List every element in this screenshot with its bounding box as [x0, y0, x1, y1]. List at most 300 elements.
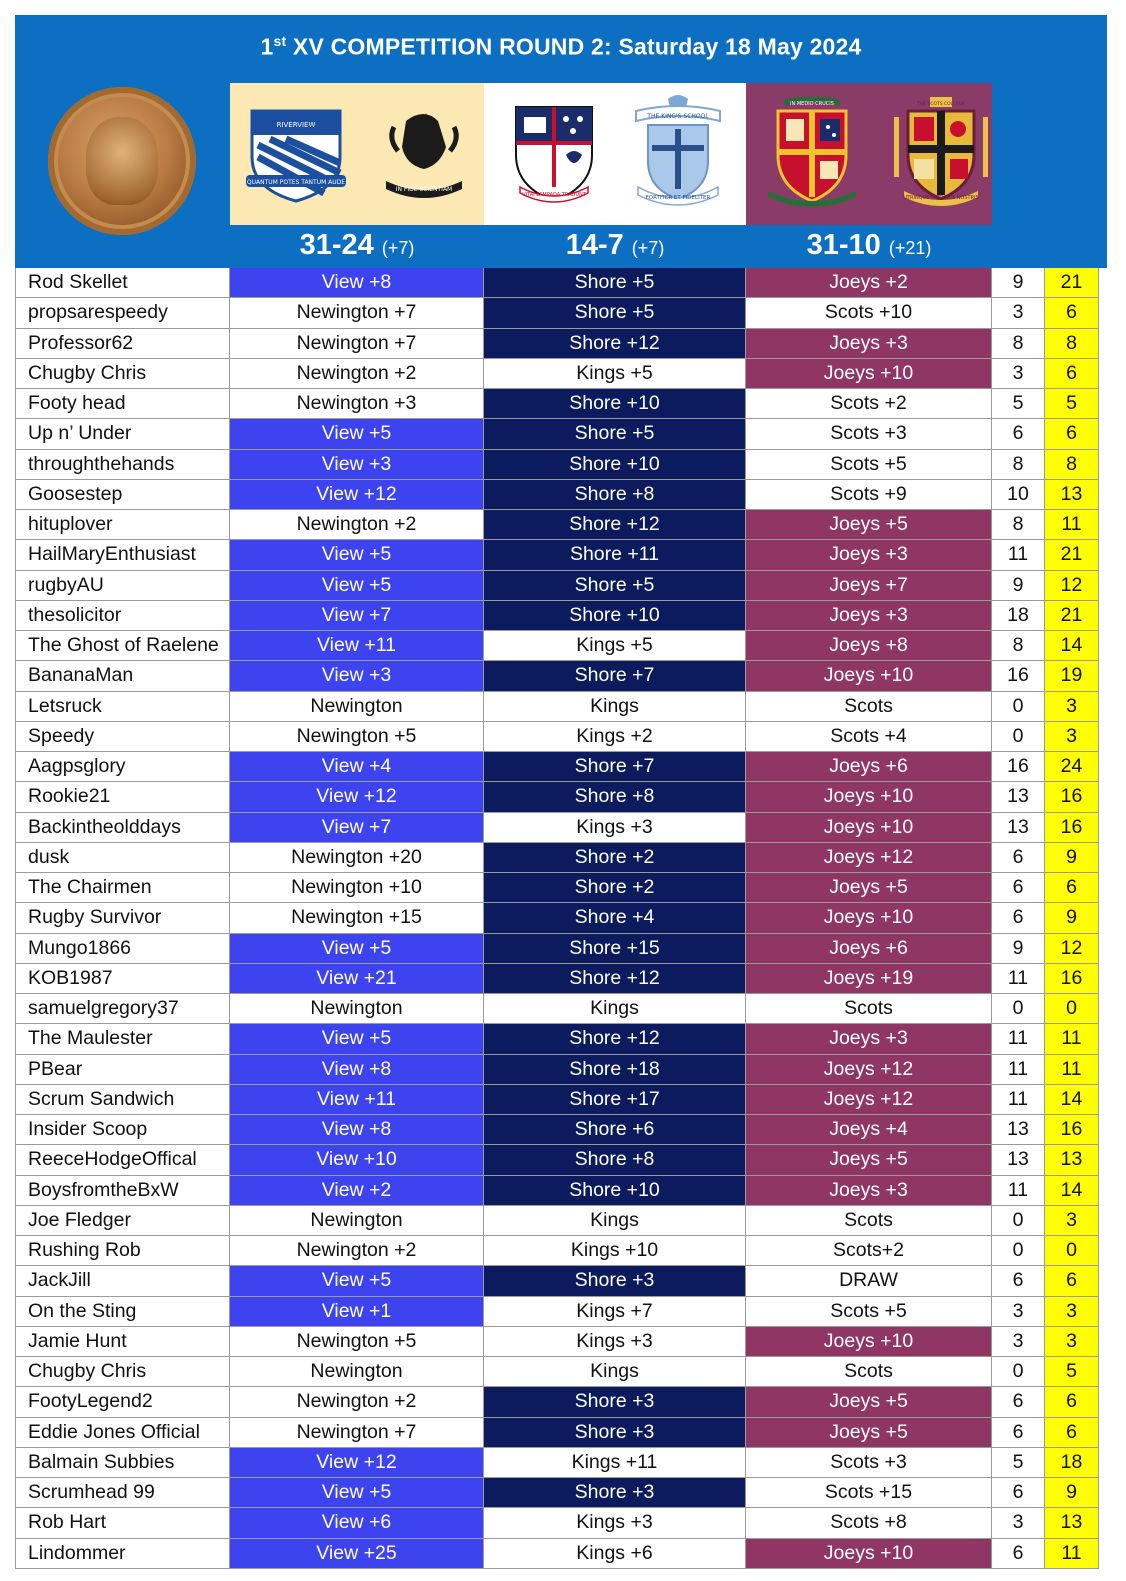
- round-points-cell: 6: [992, 843, 1045, 873]
- table-row: [15, 752, 1099, 782]
- total-points-cell: 18: [1045, 1448, 1099, 1478]
- match-3-pick-cell: Scots +10: [746, 298, 992, 328]
- match-1-pick-cell: Newington +7: [230, 298, 484, 328]
- total-points-cell: 3: [1045, 692, 1099, 722]
- table-row: [15, 1357, 1099, 1387]
- round-points-cell: 3: [992, 1508, 1045, 1538]
- tipster-name-cell: The Ghost of Raelene: [15, 631, 230, 661]
- tipster-name-cell: Rod Skellet: [15, 268, 230, 298]
- match-2-pick-cell: Kings +3: [484, 813, 746, 843]
- round-points-cell: 0: [992, 1206, 1045, 1236]
- match-1-pick-cell: Newington +15: [230, 903, 484, 933]
- total-points-cell: 3: [1045, 1297, 1099, 1327]
- total-points-cell: 5: [1045, 1357, 1099, 1387]
- match-2-logo-panel: [484, 83, 746, 225]
- table-row: [15, 1297, 1099, 1327]
- match-3-pick-cell: Scots: [746, 1206, 992, 1236]
- total-points-cell: 0: [1045, 994, 1099, 1024]
- table-row: [15, 1055, 1099, 1085]
- match-2-pick-cell: Kings: [484, 994, 746, 1024]
- match-1-pick-cell: View +12: [230, 1448, 484, 1478]
- match-1-pick-cell: Newington: [230, 1357, 484, 1387]
- match-1-pick-cell: View +12: [230, 782, 484, 812]
- total-points-cell: 11: [1045, 510, 1099, 540]
- match-3-pick-cell: Scots +9: [746, 480, 992, 510]
- table-row: [15, 903, 1099, 933]
- table-row: [15, 1085, 1099, 1115]
- match-2-pick-cell: Shore +3: [484, 1387, 746, 1417]
- total-points-cell: 21: [1045, 268, 1099, 298]
- total-points-cell: 6: [1045, 1387, 1099, 1417]
- match-2-pick-cell: Shore +3: [484, 1418, 746, 1448]
- match-2-pick-cell: Kings +2: [484, 722, 746, 752]
- match-2-pick-cell: Shore +4: [484, 903, 746, 933]
- match-3-pick-cell: Joeys +3: [746, 1024, 992, 1054]
- match-2-pick-cell: Kings +5: [484, 631, 746, 661]
- shore-motto: VITAI LAMPADA TRADUNT: [522, 192, 586, 198]
- total-points-cell: 8: [1045, 450, 1099, 480]
- table-row: [15, 1448, 1099, 1478]
- match-3-pick-cell: Joeys +8: [746, 631, 992, 661]
- match-1-pick-cell: View +8: [230, 1115, 484, 1145]
- match-2-pick-cell: Shore +2: [484, 843, 746, 873]
- total-points-cell: 6: [1045, 359, 1099, 389]
- tipster-name-cell: Joe Fledger: [15, 1206, 230, 1236]
- table-row: [15, 661, 1099, 691]
- match-3-pick-cell: Scots+2: [746, 1236, 992, 1266]
- table-row: [15, 1327, 1099, 1357]
- match-1-pick-cell: Newington +2: [230, 359, 484, 389]
- tipster-name-cell: Chugby Chris: [15, 1357, 230, 1387]
- match-3-pick-cell: Scots: [746, 994, 992, 1024]
- newington-motto: IN FIDE SCIENTIAM: [395, 186, 453, 193]
- tipster-name-cell: Aagpsglory: [15, 752, 230, 782]
- match-1-score: 31-24: [299, 229, 374, 261]
- total-points-cell: 9: [1045, 903, 1099, 933]
- match-1-pick-cell: Newington: [230, 1206, 484, 1236]
- tipster-name-cell: Chugby Chris: [15, 359, 230, 389]
- round-points-cell: 6: [992, 1478, 1045, 1508]
- total-points-cell: 19: [1045, 661, 1099, 691]
- match-2-pick-cell: Kings +3: [484, 1327, 746, 1357]
- match-2-pick-cell: Shore +8: [484, 1145, 746, 1175]
- total-points-cell: 6: [1045, 1266, 1099, 1296]
- total-points-cell: 21: [1045, 601, 1099, 631]
- medal-bearded-face-icon: [86, 117, 158, 205]
- tipster-name-cell: Rugby Survivor: [15, 903, 230, 933]
- match-2-pick-cell: Shore +15: [484, 934, 746, 964]
- round-points-cell: 6: [992, 1266, 1045, 1296]
- tipster-name-cell: HailMaryEnthusiast: [15, 540, 230, 570]
- match-1-pick-cell: Newington +7: [230, 329, 484, 359]
- match-3-pick-cell: Joeys +3: [746, 1176, 992, 1206]
- match-1-pick-cell: Newington +2: [230, 510, 484, 540]
- tipster-name-cell: JackJill: [15, 1266, 230, 1296]
- total-points-cell: 11: [1045, 1055, 1099, 1085]
- match-3-pick-cell: Joeys +3: [746, 601, 992, 631]
- match-2-pick-cell: Shore +12: [484, 329, 746, 359]
- tipster-name-cell: Scrumhead 99: [15, 1478, 230, 1508]
- match-3-pick-cell: Scots: [746, 1357, 992, 1387]
- total-points-cell: 6: [1045, 298, 1099, 328]
- tipster-name-cell: Rookie21: [15, 782, 230, 812]
- total-points-cell: 14: [1045, 1085, 1099, 1115]
- table-row: [15, 873, 1099, 903]
- total-points-cell: 0: [1045, 1236, 1099, 1266]
- match-3-pick-cell: Scots +5: [746, 1297, 992, 1327]
- match-1-pick-cell: View +8: [230, 268, 484, 298]
- tipster-name-cell: ReeceHodgeOffical: [15, 1145, 230, 1175]
- table-row: [15, 1145, 1099, 1175]
- match-2-pick-cell: Kings: [484, 1357, 746, 1387]
- joeys-motto: IN MEDIO CRUCIS: [790, 101, 834, 107]
- match-3-pick-cell: Joeys +5: [746, 1145, 992, 1175]
- match-3-pick-cell: Scots +8: [746, 1508, 992, 1538]
- total-points-cell: 3: [1045, 722, 1099, 752]
- match-1-pick-cell: View +6: [230, 1508, 484, 1538]
- round-points-cell: 13: [992, 813, 1045, 843]
- table-row: [15, 692, 1099, 722]
- round-points-cell: 9: [992, 934, 1045, 964]
- tipster-name-cell: Rushing Rob: [15, 1236, 230, 1266]
- match-1-pick-cell: View +3: [230, 661, 484, 691]
- match-1-pick-cell: View +2: [230, 1176, 484, 1206]
- shore-crest-icon: [506, 101, 602, 207]
- match-2-pick-cell: Shore +5: [484, 419, 746, 449]
- match-2-pick-cell: Shore +5: [484, 571, 746, 601]
- table-row: [15, 1418, 1099, 1448]
- tipster-name-cell: Letsruck: [15, 692, 230, 722]
- match-1-pick-cell: View +10: [230, 1145, 484, 1175]
- total-points-cell: 16: [1045, 813, 1099, 843]
- round-points-cell: 0: [992, 1236, 1045, 1266]
- match-1-pick-cell: View +5: [230, 1024, 484, 1054]
- round-points-cell: 13: [992, 1145, 1045, 1175]
- total-points-cell: 8: [1045, 329, 1099, 359]
- table-row: [15, 843, 1099, 873]
- association-medal-logo: [48, 87, 196, 235]
- table-row: [15, 1176, 1099, 1206]
- match-3-score: 31-10: [806, 229, 881, 261]
- match-3-pick-cell: Joeys +7: [746, 571, 992, 601]
- match-1-logo-panel: [230, 83, 484, 225]
- match-3-pick-cell: Joeys +10: [746, 813, 992, 843]
- riverview-label: RIVERVIEW: [276, 121, 316, 129]
- total-points-cell: 11: [1045, 1024, 1099, 1054]
- round-points-cell: 18: [992, 601, 1045, 631]
- round-points-cell: 9: [992, 571, 1045, 601]
- tipster-name-cell: rugbyAU: [15, 571, 230, 601]
- match-3-pick-cell: Scots +5: [746, 450, 992, 480]
- total-points-cell: 9: [1045, 843, 1099, 873]
- match-1-pick-cell: View +1: [230, 1297, 484, 1327]
- total-points-cell: 5: [1045, 389, 1099, 419]
- match-2-pick-cell: Shore +3: [484, 1478, 746, 1508]
- tipster-name-cell: throughthehands: [15, 450, 230, 480]
- match-2-pick-cell: Shore +5: [484, 298, 746, 328]
- round-points-cell: 8: [992, 450, 1045, 480]
- tipster-name-cell: samuelgregory37: [15, 994, 230, 1024]
- round-points-cell: 8: [992, 510, 1045, 540]
- tipster-name-cell: Rob Hart: [15, 1508, 230, 1538]
- match-2-pick-cell: Shore +5: [484, 268, 746, 298]
- round-points-cell: 11: [992, 1055, 1045, 1085]
- tipster-name-cell: thesolicitor: [15, 601, 230, 631]
- round-points-cell: 9: [992, 268, 1045, 298]
- table-row: [15, 994, 1099, 1024]
- tipster-name-cell: Balmain Subbies: [15, 1448, 230, 1478]
- tipping-table: [15, 268, 1099, 1569]
- match-2-pick-cell: Shore +12: [484, 1024, 746, 1054]
- table-row: [15, 298, 1099, 328]
- round-points-cell: 0: [992, 722, 1045, 752]
- match-2-result: [484, 229, 746, 262]
- match-1-pick-cell: View +5: [230, 934, 484, 964]
- round-points-cell: 10: [992, 480, 1045, 510]
- total-points-cell: 9: [1045, 1478, 1099, 1508]
- table-row: [15, 631, 1099, 661]
- round-points-cell: 8: [992, 329, 1045, 359]
- match-3-pick-cell: DRAW: [746, 1266, 992, 1296]
- total-points-cell: 13: [1045, 480, 1099, 510]
- tipster-name-cell: Jamie Hunt: [15, 1327, 230, 1357]
- table-row: [15, 1206, 1099, 1236]
- round-points-cell: 6: [992, 873, 1045, 903]
- table-row: [15, 1115, 1099, 1145]
- total-points-cell: 24: [1045, 752, 1099, 782]
- match-3-pick-cell: Joeys +19: [746, 964, 992, 994]
- table-row: [15, 1266, 1099, 1296]
- total-points-cell: 12: [1045, 934, 1099, 964]
- round-points-cell: 8: [992, 631, 1045, 661]
- total-points-cell: 11: [1045, 1539, 1099, 1569]
- table-row: [15, 1024, 1099, 1054]
- round-points-cell: 11: [992, 540, 1045, 570]
- match-1-pick-cell: Newington +7: [230, 1418, 484, 1448]
- table-row: [15, 1236, 1099, 1266]
- match-2-pick-cell: Shore +8: [484, 782, 746, 812]
- tipster-name-cell: Backintheolddays: [15, 813, 230, 843]
- match-1-pick-cell: View +11: [230, 1085, 484, 1115]
- match-3-pick-cell: Joeys +5: [746, 1418, 992, 1448]
- match-3-pick-cell: Joeys +5: [746, 510, 992, 540]
- match-2-pick-cell: Shore +10: [484, 450, 746, 480]
- match-1-pick-cell: Newington +10: [230, 873, 484, 903]
- tipster-name-cell: Scrum Sandwich: [15, 1085, 230, 1115]
- match-3-pick-cell: Joeys +10: [746, 903, 992, 933]
- header-banner: [15, 15, 1107, 268]
- match-1-pick-cell: View +5: [230, 419, 484, 449]
- total-points-cell: 6: [1045, 873, 1099, 903]
- match-1-pick-cell: View +5: [230, 540, 484, 570]
- match-3-result: [746, 229, 992, 262]
- round-points-cell: 3: [992, 1297, 1045, 1327]
- round-points-cell: 6: [992, 419, 1045, 449]
- newington-crest-icon: [376, 107, 472, 203]
- kings-crest-icon: [628, 91, 728, 213]
- tipster-name-cell: hituplover: [15, 510, 230, 540]
- match-3-margin: (+21): [888, 238, 932, 258]
- table-row: [15, 450, 1099, 480]
- match-1-pick-cell: Newington +5: [230, 1327, 484, 1357]
- table-row: [15, 601, 1099, 631]
- round-points-cell: 6: [992, 1418, 1045, 1448]
- total-points-cell: 16: [1045, 964, 1099, 994]
- table-row: [15, 329, 1099, 359]
- tipster-name-cell: The Chairmen: [15, 873, 230, 903]
- match-2-pick-cell: Kings +11: [484, 1448, 746, 1478]
- table-row: [15, 389, 1099, 419]
- match-3-pick-cell: Joeys +10: [746, 1327, 992, 1357]
- tipster-name-cell: Professor62: [15, 329, 230, 359]
- match-3-pick-cell: Scots +3: [746, 419, 992, 449]
- round-points-cell: 16: [992, 661, 1045, 691]
- match-2-pick-cell: Shore +11: [484, 540, 746, 570]
- match-1-pick-cell: Newington +2: [230, 1236, 484, 1266]
- match-2-pick-cell: Shore +7: [484, 661, 746, 691]
- match-2-pick-cell: Shore +3: [484, 1266, 746, 1296]
- table-row: [15, 722, 1099, 752]
- match-1-pick-cell: View +7: [230, 601, 484, 631]
- match-1-pick-cell: View +11: [230, 631, 484, 661]
- total-points-cell: 6: [1045, 419, 1099, 449]
- match-2-pick-cell: Shore +12: [484, 510, 746, 540]
- total-points-cell: 3: [1045, 1206, 1099, 1236]
- match-3-pick-cell: Joeys +12: [746, 1085, 992, 1115]
- match-1-pick-cell: View +8: [230, 1055, 484, 1085]
- kings-label: THE KING'S SCHOOL: [647, 113, 709, 120]
- match-2-pick-cell: Shore +10: [484, 389, 746, 419]
- match-2-pick-cell: Shore +2: [484, 873, 746, 903]
- kings-motto: FORTITER ET FIDELITER: [645, 195, 711, 201]
- match-2-pick-cell: Shore +18: [484, 1055, 746, 1085]
- total-points-cell: 12: [1045, 571, 1099, 601]
- round-points-cell: 0: [992, 1357, 1045, 1387]
- match-1-pick-cell: View +3: [230, 450, 484, 480]
- tipster-name-cell: The Maulester: [15, 1024, 230, 1054]
- match-3-pick-cell: Joeys +5: [746, 873, 992, 903]
- page-title: 1st XV COMPETITION ROUND 2: Saturday 18 May 2024: [260, 33, 862, 60]
- table-row: [15, 964, 1099, 994]
- match-3-pick-cell: Joeys +6: [746, 752, 992, 782]
- total-points-cell: 13: [1045, 1508, 1099, 1538]
- tipster-name-cell: Mungo1866: [15, 934, 230, 964]
- table-row: [15, 1508, 1099, 1538]
- round-points-cell: 11: [992, 1176, 1045, 1206]
- match-3-pick-cell: Joeys +10: [746, 359, 992, 389]
- round-points-cell: 3: [992, 1327, 1045, 1357]
- match-2-pick-cell: Shore +7: [484, 752, 746, 782]
- table-row: [15, 540, 1099, 570]
- scots-crest-icon: [894, 93, 988, 209]
- tipster-name-cell: FootyLegend2: [15, 1387, 230, 1417]
- total-points-cell: 21: [1045, 540, 1099, 570]
- riverview-motto: QUANTUM POTES TANTUM AUDE: [246, 179, 346, 186]
- scots-motto: UTRINQUE PATRIBUS NOSTRIS: [903, 195, 979, 201]
- round-points-cell: 3: [992, 298, 1045, 328]
- match-2-pick-cell: Kings: [484, 692, 746, 722]
- table-row: [15, 813, 1099, 843]
- match-2-pick-cell: Shore +8: [484, 480, 746, 510]
- match-3-pick-cell: Joeys +10: [746, 782, 992, 812]
- match-3-logo-panel: [746, 83, 992, 225]
- table-row: [15, 934, 1099, 964]
- tipster-name-cell: BoysfromtheBxW: [15, 1176, 230, 1206]
- tipster-name-cell: On the Sting: [15, 1297, 230, 1327]
- total-points-cell: 16: [1045, 1115, 1099, 1145]
- total-points-cell: 16: [1045, 782, 1099, 812]
- match-1-pick-cell: Newington: [230, 994, 484, 1024]
- match-1-result: [230, 229, 484, 262]
- table-row: [15, 480, 1099, 510]
- match-1-pick-cell: Newington +5: [230, 722, 484, 752]
- tipster-name-cell: Insider Scoop: [15, 1115, 230, 1145]
- tipster-name-cell: dusk: [15, 843, 230, 873]
- riverview-crest-icon: [244, 105, 348, 205]
- match-1-pick-cell: View +25: [230, 1539, 484, 1569]
- match-1-pick-cell: Newington: [230, 692, 484, 722]
- round-points-cell: 11: [992, 1024, 1045, 1054]
- table-row: [15, 782, 1099, 812]
- total-points-cell: 14: [1045, 631, 1099, 661]
- match-2-pick-cell: Shore +12: [484, 964, 746, 994]
- match-3-pick-cell: Scots +15: [746, 1478, 992, 1508]
- round-points-cell: 13: [992, 782, 1045, 812]
- match-1-pick-cell: Newington +2: [230, 1387, 484, 1417]
- total-points-cell: 14: [1045, 1176, 1099, 1206]
- match-3-pick-cell: Joeys +12: [746, 843, 992, 873]
- match-1-pick-cell: View +21: [230, 964, 484, 994]
- table-row: [15, 1387, 1099, 1417]
- match-3-pick-cell: Scots +2: [746, 389, 992, 419]
- match-3-pick-cell: Joeys +3: [746, 540, 992, 570]
- match-3-pick-cell: Scots +3: [746, 1448, 992, 1478]
- round-points-cell: 11: [992, 964, 1045, 994]
- round-points-cell: 16: [992, 752, 1045, 782]
- match-3-pick-cell: Joeys +5: [746, 1387, 992, 1417]
- match-2-score: 14-7: [565, 229, 624, 261]
- round-points-cell: 0: [992, 994, 1045, 1024]
- table-row: [15, 510, 1099, 540]
- match-1-pick-cell: View +4: [230, 752, 484, 782]
- match-2-pick-cell: Kings +10: [484, 1236, 746, 1266]
- round-points-cell: 3: [992, 359, 1045, 389]
- tipster-name-cell: Lindommer: [15, 1539, 230, 1569]
- round-points-cell: 6: [992, 1539, 1045, 1569]
- match-2-pick-cell: Kings +7: [484, 1297, 746, 1327]
- match-3-pick-cell: Joeys +2: [746, 268, 992, 298]
- match-1-pick-cell: View +7: [230, 813, 484, 843]
- match-3-pick-cell: Joeys +4: [746, 1115, 992, 1145]
- tipster-name-cell: PBear: [15, 1055, 230, 1085]
- table-row: [15, 1478, 1099, 1508]
- match-2-pick-cell: Shore +10: [484, 1176, 746, 1206]
- match-3-pick-cell: Scots +4: [746, 722, 992, 752]
- tipster-name-cell: Footy head: [15, 389, 230, 419]
- match-1-pick-cell: Newington +3: [230, 389, 484, 419]
- round-points-cell: 13: [992, 1115, 1045, 1145]
- tipster-name-cell: Up n’ Under: [15, 419, 230, 449]
- tipster-name-cell: Goosestep: [15, 480, 230, 510]
- match-2-pick-cell: Shore +17: [484, 1085, 746, 1115]
- match-2-margin: (+7): [631, 238, 665, 258]
- match-2-pick-cell: Shore +10: [484, 601, 746, 631]
- match-1-pick-cell: Newington +20: [230, 843, 484, 873]
- match-3-pick-cell: Joeys +10: [746, 661, 992, 691]
- round-points-cell: 6: [992, 903, 1045, 933]
- joeys-crest-icon: [764, 97, 860, 209]
- scots-label: THE SCOTS COLLEGE: [917, 102, 965, 107]
